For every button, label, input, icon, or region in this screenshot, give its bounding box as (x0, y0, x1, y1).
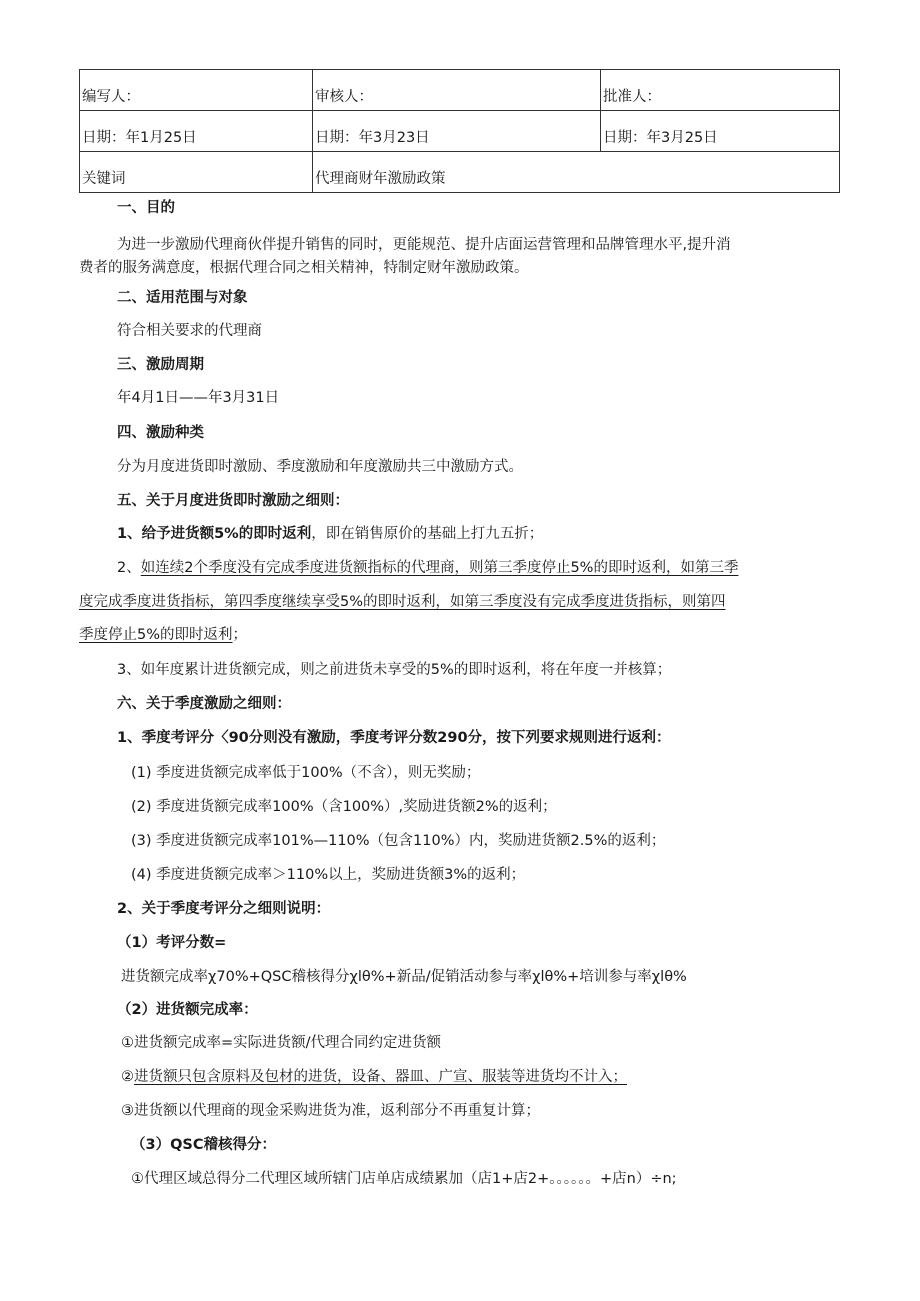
author-cell: 编写人： (80, 70, 313, 111)
qsc-score-definition: ①代理区域总得分二代理区域所辖门店单店成绩累加（店1+店2+。。。。。。+店n）÷n; (131, 1171, 677, 1187)
section-6-item-2-sub-1-title: （1）考评分数= (117, 935, 227, 951)
section-5-item-2-text: 如连续2个季度没有完成季度进货额指标的代理商，则第三季度停止5%的即时返利，如第三季 (140, 560, 739, 576)
document-header-table (79, 69, 840, 193)
section-5-item-1 (117, 522, 543, 543)
section-6-item-1-sub-2: (2) 季度进货额完成率100%（含100%）,奖励进货额2%的返利； (131, 799, 557, 815)
section-5-item-3: 3、如年度累计进货额完成，则之前进货未享受的5%的即时返利，将在年度一并核算； (117, 662, 672, 678)
keyword-label-cell: 关键词 (80, 152, 313, 193)
section-6-item-2-sub-3-title: （3）QSC稽核得分： (131, 1137, 276, 1153)
section-1-title: 一、目的 (117, 200, 175, 216)
purchase-cash-note: ③进货额以代理商的现金采购进货为准，返利部分不再重复计算； (121, 1103, 540, 1119)
approver-date-cell: 日期：年3月25日 (601, 111, 840, 152)
table-row (80, 152, 840, 193)
section-3-paragraph: 年4月1日——年3月31日 (117, 390, 280, 406)
purchase-rate-definition: ①进货额完成率=实际进货额/代理合同约定进货额 (121, 1035, 442, 1051)
section-1-paragraph-line-1: 为进一步激励代理商伙伴提升销售的同时，更能规范、提升店面运营管理和品牌管理水平,提升消 (117, 237, 731, 253)
section-5-title: 五、关于月度进货即时激励之细则： (117, 493, 349, 509)
table-row (80, 70, 840, 111)
section-2-title: 二、适用范围与对象 (117, 290, 248, 306)
approver-cell: 批准人： (601, 70, 840, 111)
section-6-item-1-sub-1: (1) 季度进货额完成率低于100%（不含），则无奖励； (131, 765, 481, 781)
section-5-item-2-line-3-text: 季度停止5%的即时返利 (79, 627, 233, 643)
section-1-paragraph-line-2: 费者的服务满意度，根据代理合同之相关精神，特制定财年激励政策。 (79, 260, 529, 276)
section-4-paragraph: 分为月度进货即时激励、季度激励和年度激励共三中激励方式。 (117, 459, 523, 475)
section-5-item-2-line-1 (117, 556, 738, 577)
purchase-scope-prefix: ② (121, 1069, 134, 1085)
purchase-scope-text: 进货额只包含原料及包材的进货，设备、器皿、广宣、服装等进货均不计入； (134, 1069, 627, 1085)
section-6-item-2: 2、关于季度考评分之细则说明： (117, 901, 331, 917)
section-5-item-2-line-3 (79, 623, 247, 644)
table-row (80, 111, 840, 152)
section-2-paragraph: 符合相关要求的代理商 (117, 323, 262, 339)
section-4-title: 四、激励种类 (117, 425, 204, 441)
section-5-item-2-line-3-end: ； (232, 627, 248, 643)
section-6-item-2-sub-2-title: （2）进货额完成率： (117, 1002, 258, 1018)
section-6-item-1-sub-3: (3) 季度进货额完成率101%—110%（包含110%）内，奖励进货额2.5%的返利； (131, 833, 666, 849)
section-6-item-1: 1、季度考评分〈90分则没有激励，季度考评分数290分，按下列要求规则进行返利： (117, 730, 671, 746)
purchase-scope-note (121, 1065, 627, 1086)
reviewer-cell: 审核人： (313, 70, 601, 111)
section-5-item-1-bold: 1、给予进货额5%的即时返利 (117, 526, 312, 542)
author-date-cell: 日期：年1月25日 (80, 111, 313, 152)
reviewer-date-cell: 日期：年3月23日 (313, 111, 601, 152)
keyword-value-cell: 代理商财年激励政策 (313, 152, 840, 193)
score-formula: 进货额完成率χ70%+QSC稽核得分χlθ%+新品/促销活动参与率χlθ%+培训参与率χlθ% (121, 969, 687, 985)
section-5-item-1-rest: ，即在销售原价的基础上打九五折； (311, 526, 544, 542)
section-6-title: 六、关于季度激励之细则： (117, 696, 291, 712)
section-5-item-2-line-2: 度完成季度进货指标，第四季度继续享受5%的即时返利，如第三季度没有完成季度进货指标，则第四 (79, 594, 726, 610)
section-5-item-2-prefix: 2、 (117, 560, 141, 576)
section-6-item-1-sub-4: (4) 季度进货额完成率＞110%以上，奖励进货额3%的返利； (131, 867, 526, 883)
section-3-title: 三、激励周期 (117, 357, 204, 373)
